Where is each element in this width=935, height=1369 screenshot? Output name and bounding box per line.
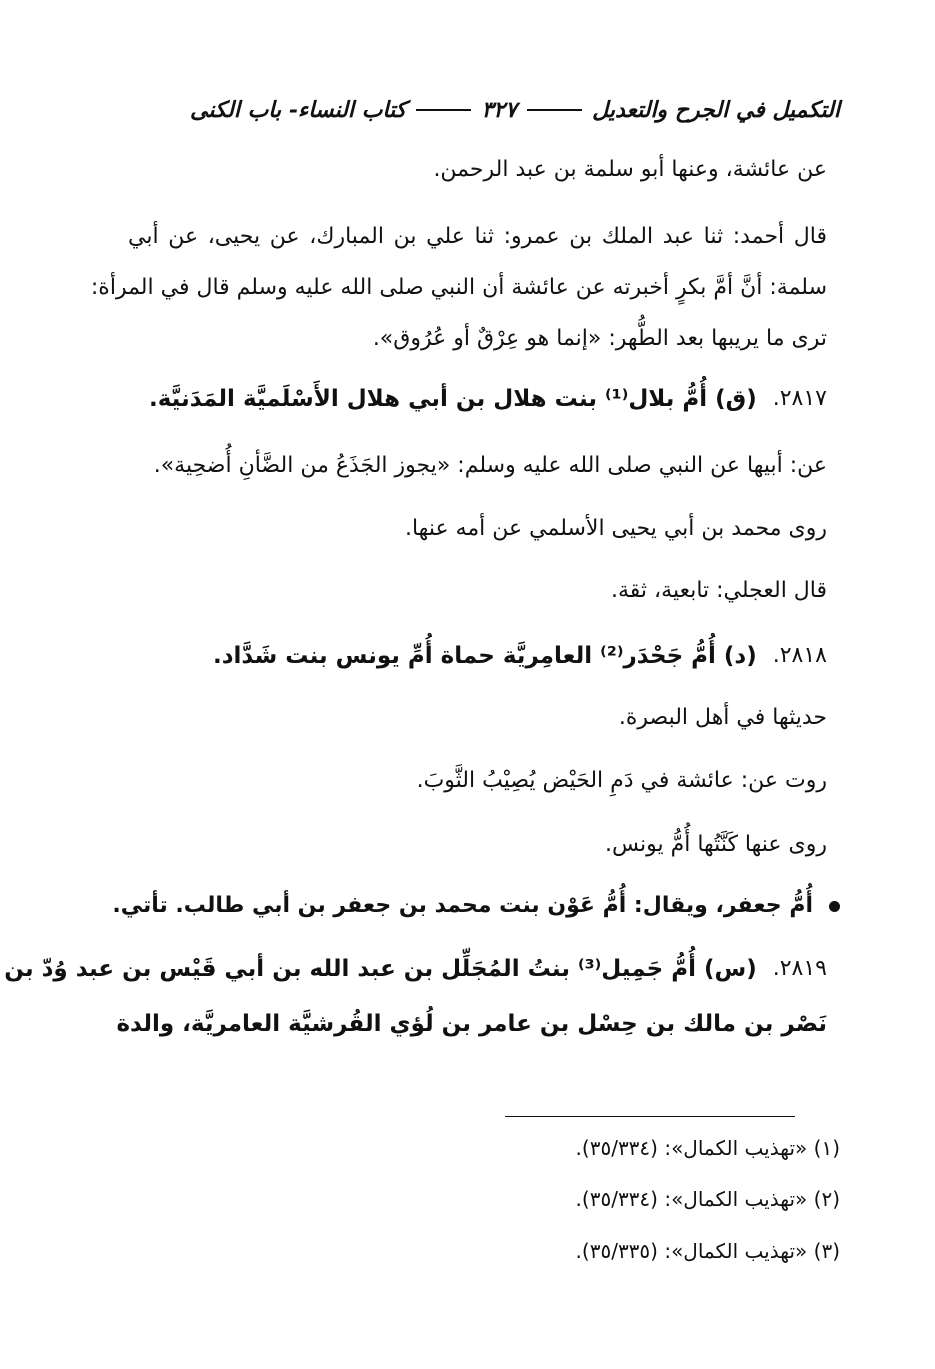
- text-line: قال أحمد: ثنا عبد الملك بن عمرو: ثنا علي بن المبارك، عن يحيى، عن أبي: [128, 224, 827, 249]
- footnote: (٣) «تهذيب الكمال»: (٣٥/٣٣٥).: [575, 1239, 840, 1263]
- running-header: [190, 92, 840, 128]
- entry-2819: [4, 950, 827, 988]
- footnote: (٢) «تهذيب الكمال»: (٣٥/٣٣٤).: [575, 1187, 840, 1211]
- bullet-icon: [829, 901, 840, 912]
- entry-2818: [128, 637, 827, 675]
- header-section-title: كتاب النساء- باب الكنى: [189, 97, 407, 123]
- footnote-separator: [505, 1116, 795, 1117]
- header-book-title: التكميل في الجرح والتعديل: [592, 97, 840, 123]
- cross-reference-text: أُمُّ جعفر، ويقال: أُمُّ عَوْن بنت محمد بن جعفر بن أبي طالب. تأتي.: [112, 893, 813, 918]
- text-line: حديثها في أهل البصرة.: [618, 705, 827, 730]
- footnote: (١) «تهذيب الكمال»: (٣٥/٣٣٤).: [575, 1136, 840, 1160]
- header-dash: [527, 109, 582, 111]
- entry-heading: (س) أُمُّ جَمِيل⁽³⁾ بنتُ المُجَلِّل بن عبد الله بن أبي قَيْس بن عبد وُدّ بن: [4, 956, 757, 982]
- header-dash: [416, 109, 471, 111]
- entry-heading: (ق) أُمُّ بلال⁽¹⁾ بنت هلال بن أبي هلال الأَسْلَميَّة المَدَنيَّة.: [149, 386, 757, 412]
- entry-2819-continued: [116, 1005, 827, 1043]
- entry-2817: [128, 380, 827, 418]
- text-line: سلمة: أنَّ أمَّ بكرٍ أخبرته عن عائشة أن النبي صلى الله عليه وسلم قال في المرأة:: [90, 275, 827, 300]
- entry-heading: نَصْر بن مالك بن حِسْل بن عامر بن لُؤي القُرشيَّة العامريَّة، والدة: [116, 1011, 827, 1037]
- text-line: روى عنها كَنَّتُها أُمُّ يونس.: [604, 832, 827, 857]
- text-line: عن: أبيها عن النبي صلى الله عليه وسلم: «يجوز الجَذَعُ من الضَّأنِ أُضحِية».: [153, 453, 827, 478]
- entry-number: ٢٨١٩.: [772, 956, 827, 981]
- cross-reference: [112, 888, 840, 924]
- text-line: روت عن: عائشة في دَمِ الحَيْض يُصِيْبُ الثَّوبَ.: [416, 768, 827, 793]
- text-line: روى محمد بن أبي يحيى الأسلمي عن أمه عنها.: [404, 516, 827, 541]
- text-line: عن عائشة، وعنها أبو سلمة بن عبد الرحمن.: [433, 157, 827, 182]
- text-line: ترى ما يريبها بعد الطُّهر: «إنما هو عِرْقٌ أو عُرُوق».: [372, 326, 827, 351]
- entry-heading: (د) أُمُّ جَحْدَر⁽²⁾ العامِريَّة حماة أُمِّ يونس بنت شَدَّاد.: [212, 643, 757, 669]
- page-number: ٣٢٧: [481, 97, 517, 123]
- text-line: قال العجلي: تابعية، ثقة.: [611, 578, 827, 603]
- entry-number: ٢٨١٧.: [772, 386, 827, 411]
- entry-number: ٢٨١٨.: [772, 643, 827, 668]
